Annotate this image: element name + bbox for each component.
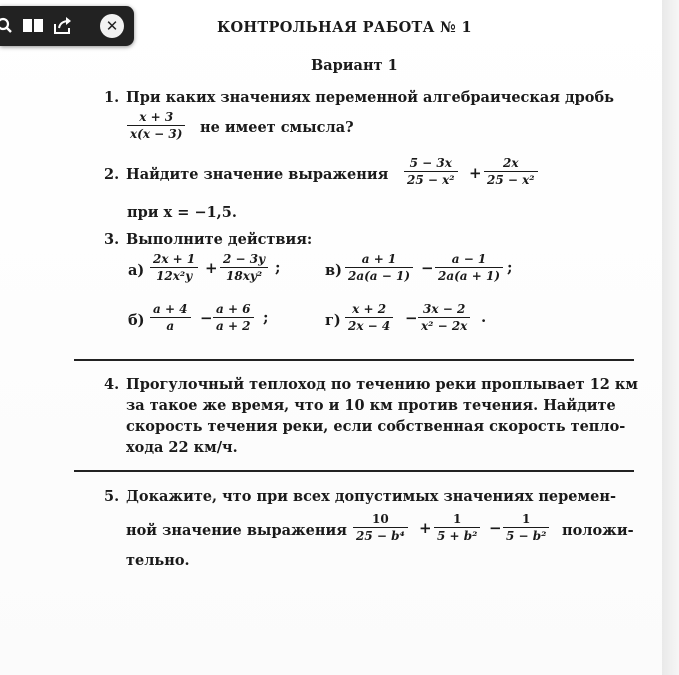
task2-line2: при x = −1,5. — [127, 204, 237, 221]
task3-v-f1-num: a + 1 — [361, 252, 397, 266]
page-title: КОНТРОЛЬНАЯ РАБОТА № 1 — [217, 19, 472, 36]
task4-number: 4. — [104, 376, 120, 393]
task5-fraction-2 — [434, 512, 480, 543]
task1-frac-num: x + 3 — [139, 110, 174, 124]
task3-b-f2-den: a + 2 — [216, 319, 251, 333]
task3-g-f2-num: 3x − 2 — [423, 302, 466, 316]
task4-line-4: хода 22 км/ч. — [126, 439, 238, 456]
task3-a-f2-den: 18xy² — [226, 269, 263, 283]
task4-line-2: за такое же время, что и 10 км против течения. Найдите — [126, 397, 616, 414]
task3-a-fraction-2 — [220, 252, 268, 283]
page-edge — [662, 0, 679, 675]
close-icon[interactable]: ✕ — [100, 14, 124, 38]
share-icon[interactable] — [52, 16, 74, 36]
task5-line-2: ной значение выражения — [126, 522, 347, 539]
task3-b-f1-den: a — [166, 319, 175, 333]
task2-plus: + — [469, 164, 482, 182]
task3-g-fraction-2 — [418, 302, 470, 333]
task3-v-fraction-2 — [435, 252, 503, 283]
variant-heading: Вариант 1 — [311, 57, 398, 74]
task3-a-op: + — [205, 259, 218, 277]
task3-a-fraction-1 — [150, 252, 198, 283]
search-icon[interactable] — [0, 16, 18, 36]
task3-b-f2-num: a + 6 — [216, 302, 251, 316]
task1-text: При каких значениях переменной алгебраическая дробь — [126, 89, 614, 106]
task2-f2-num: 2x — [503, 156, 519, 170]
divider-1 — [74, 359, 634, 361]
task3-b-fraction-2 — [213, 302, 254, 333]
task3-b-label: б) — [128, 312, 145, 329]
task3-g-f1-num: x + 2 — [352, 302, 387, 316]
task3-b-f1-num: a + 4 — [153, 302, 188, 316]
task2-number: 2. — [104, 166, 120, 183]
task3-g-label: г) — [325, 312, 341, 329]
task5-f1-num: 10 — [372, 512, 389, 526]
task3-g-f1-den: 2x − 4 — [348, 319, 391, 333]
task2-f1-den: 25 − x² — [407, 173, 455, 187]
task5-op-2: − — [489, 519, 502, 537]
task5-fraction-3 — [503, 512, 549, 543]
task5-line-1: Докажите, что при всех допустимых значениях перемен- — [126, 488, 616, 505]
viewer-toolbar — [0, 6, 134, 46]
task5-f1-den: 25 − b⁴ — [356, 529, 405, 543]
task5-f3-den: 5 − b² — [506, 529, 547, 543]
task3-number: 3. — [104, 231, 120, 248]
task4-line-1: Прогулочный теплоход по течению реки проплывает 12 км — [126, 376, 638, 393]
task2-fraction-2 — [484, 156, 538, 187]
task3-b-fraction-1 — [150, 302, 191, 333]
task3-v-op: − — [421, 259, 434, 277]
task3-a-end: ; — [275, 258, 281, 276]
task2-text: Найдите значение выражения — [126, 166, 389, 183]
task3-v-end: ; — [507, 258, 513, 276]
task3-g-op: − — [405, 309, 418, 327]
task5-line-3: тельно. — [126, 552, 190, 569]
task3-v-f2-den: 2a(a + 1) — [438, 269, 501, 283]
task5-f2-num: 1 — [453, 512, 462, 526]
task3-b-end: ; — [263, 308, 269, 326]
task4-line-3: скорость течения реки, если собственная скорость тепло- — [126, 418, 626, 435]
task3-g-f2-den: x² − 2x — [421, 319, 468, 333]
task2-f2-den: 25 − x² — [487, 173, 535, 187]
task5-f2-den: 5 + b² — [437, 529, 478, 543]
task3-a-label: а) — [128, 262, 145, 279]
task3-v-f1-den: 2a(a − 1) — [348, 269, 411, 283]
task5-fraction-1 — [353, 512, 408, 543]
task5-number: 5. — [104, 488, 120, 505]
task1-fraction — [127, 110, 185, 141]
book-icon[interactable] — [22, 16, 44, 36]
task3-g-fraction-1 — [345, 302, 393, 333]
task3-a-f2-num: 2 − 3y — [223, 252, 266, 266]
task1-tail: не имеет смысла? — [200, 119, 354, 136]
task3-g-end: . — [481, 308, 487, 326]
task3-v-label: в) — [325, 262, 342, 279]
task2-fraction-1 — [404, 156, 458, 187]
task2-f1-num: 5 − 3x — [409, 156, 452, 170]
task3-b-op: − — [200, 309, 213, 327]
task5-f3-num: 1 — [522, 512, 531, 526]
task3-a-f1-den: 12x²y — [156, 269, 193, 283]
task3-v-fraction-1 — [345, 252, 413, 283]
task1-number: 1. — [104, 89, 120, 106]
divider-2 — [74, 470, 634, 472]
task3-v-f2-num: a − 1 — [451, 252, 487, 266]
task3-a-f1-num: 2x + 1 — [153, 252, 196, 266]
task5-tail: положи- — [562, 522, 634, 539]
task1-frac-den: x(x − 3) — [130, 127, 183, 141]
task3-text: Выполните действия: — [126, 231, 313, 248]
task5-op-1: + — [419, 519, 432, 537]
